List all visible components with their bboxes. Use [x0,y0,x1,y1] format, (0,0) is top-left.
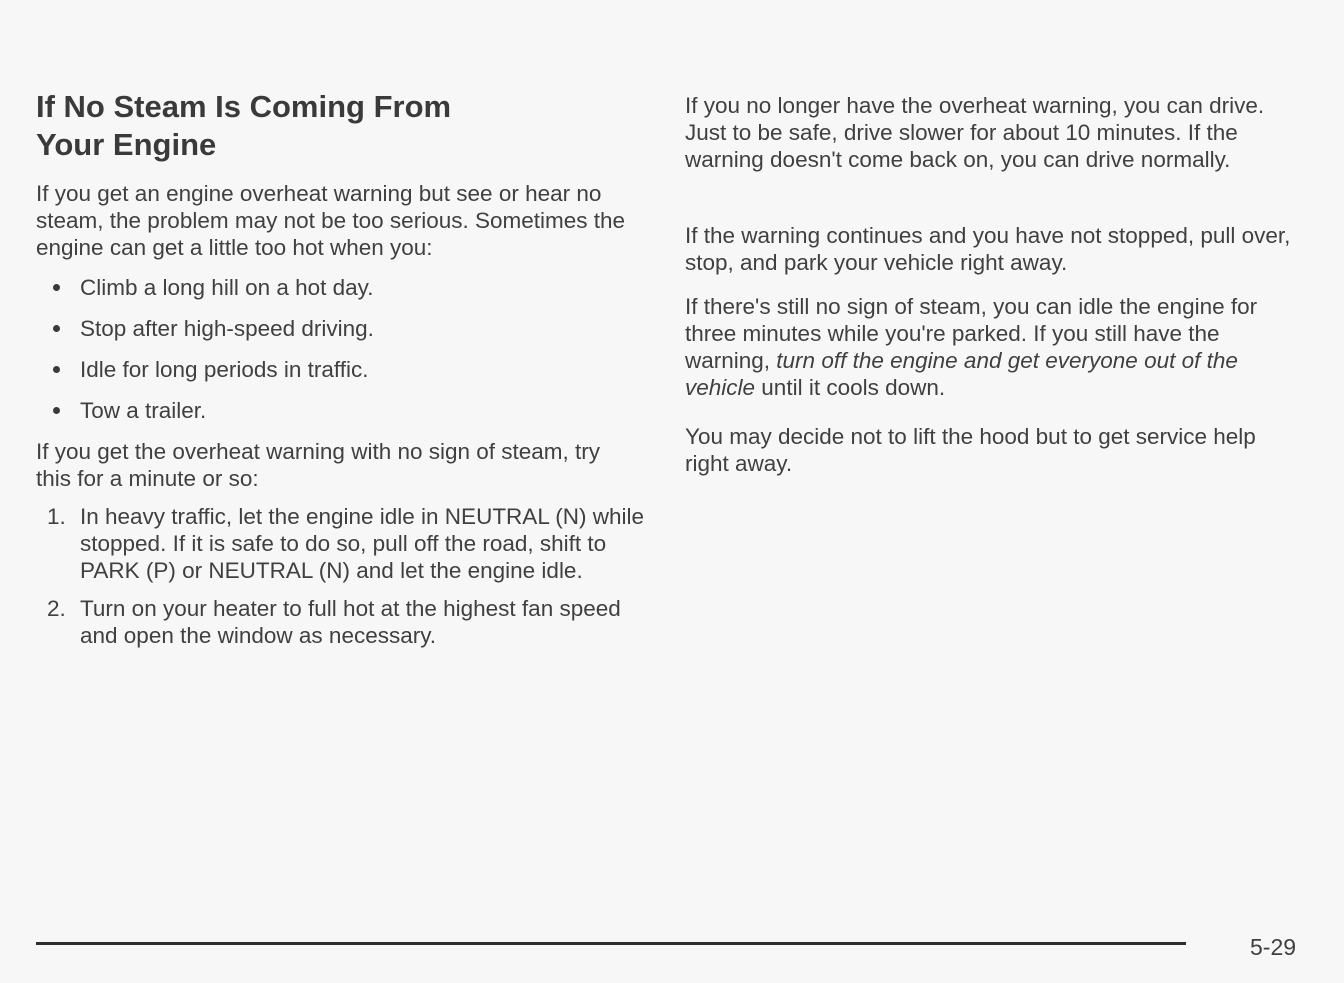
try-paragraph: If you get the overheat warning with no sign of steam, try this for a minute or so: [36,439,601,491]
step-number: 2. [47,596,66,621]
paragraph-service: You may decide not to lift the hood but to get service help right away. [685,424,1256,476]
list-item [36,356,636,397]
paragraph-no-warning: If you no longer have the overheat warning, you can drive. Just to be safe, drive slower for about 10 minutes. If the warning doesn't come back on, you can drive normally. [685,93,1265,172]
paragraph-warning-continues: If the warning continues and you have not stopped, pull over, stop, and park your vehicle right away. [685,223,1291,275]
section-heading [36,88,596,164]
step-text: Turn on your heater to full hot at the highest fan speed and open the window as necessary. [80,596,621,648]
conditions-list [36,274,636,438]
list-item-text: Stop after high-speed driving. [80,316,374,341]
list-item-text: Tow a trailer. [80,398,207,423]
intro-paragraph: If you get an engine overheat warning but see or hear no steam, the problem may not be too serious. Sometimes the engine can get a little too hot when you: [36,181,626,260]
heading-line-1: If No Steam Is Coming From [36,89,452,124]
bullet-icon [53,366,60,373]
footer-rule [36,942,1186,945]
bullet-icon [53,325,60,332]
bullet-icon [53,407,60,414]
list-item [36,315,636,356]
list-item-text: Climb a long hill on a hot day. [80,275,374,300]
step-number: 1. [47,504,66,529]
list-item [36,397,636,438]
bullet-icon [53,284,60,291]
step-item [36,595,646,649]
step-text: In heavy traffic, let the engine idle in NEUTRAL (N) while stopped. If it is safe to do so, pull off the road, shift to PARK (P) or NEUTRAL (N) and let the engine idle. [80,504,645,583]
page-number: 5-29 [1250,934,1297,960]
step-item [36,503,646,584]
paragraph-no-steam [685,293,1295,401]
paragraph-text: If there's still no sign of steam, you can idle the engine for three minutes while you're parked. If you still have the warning, [685,294,1258,373]
list-item [36,274,636,315]
heading-line-2: Your Engine [36,127,217,162]
emphasis-text: turn off the engine and get everyone out of the vehicle [685,348,1238,400]
steps-list [36,503,646,660]
list-item-text: Idle for long periods in traffic. [80,357,369,382]
paragraph-text: until it cools down. [755,375,946,400]
